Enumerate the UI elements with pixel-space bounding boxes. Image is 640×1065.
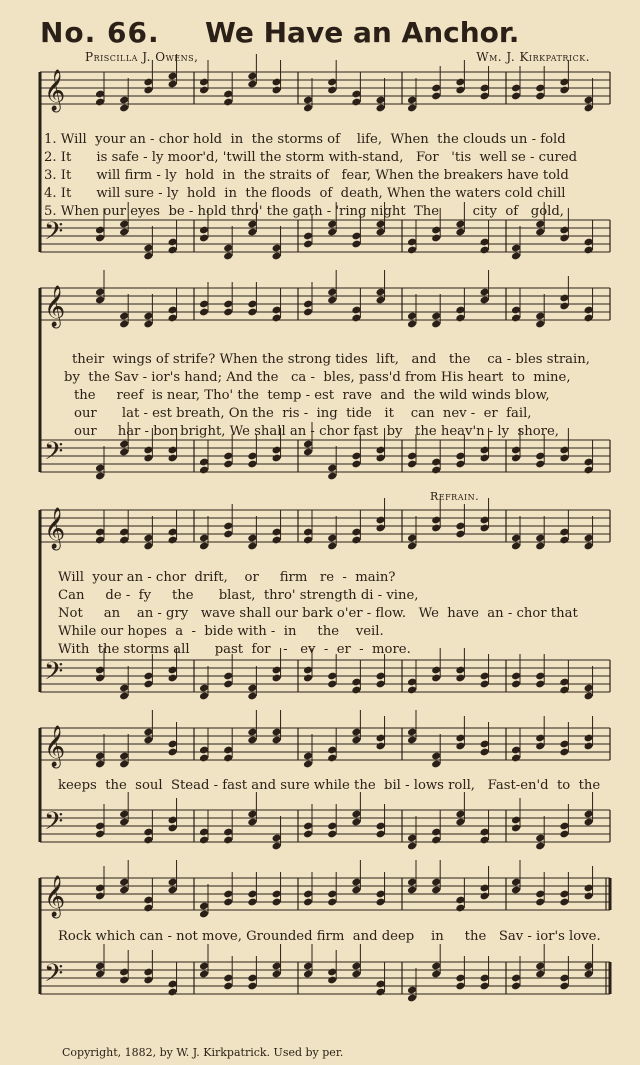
bass-clef-icon: 𝄢 — [44, 807, 64, 842]
lyric-line: With the storms all past for - ev - er - more. — [58, 642, 411, 657]
treble-clef-icon: 𝄞 — [44, 70, 66, 111]
lyric-line: Can de - fy the blast, thro' strength di - vine, — [58, 588, 419, 603]
treble-clef-icon: 𝄞 — [44, 726, 66, 767]
bass-clef-icon: 𝄢 — [44, 959, 64, 994]
lyric-line: While our hopes a - bide with - in the veil. — [58, 624, 384, 639]
lyricist-credit: Priscilla J. Owens, — [85, 50, 199, 64]
lyric-line: Will your an - chor drift, or firm re - main? — [58, 570, 396, 585]
lyric-line: 2. It is safe - ly moor'd, 'twill the storm with-stand, For 'tis well se - cured — [44, 150, 578, 165]
treble-clef-icon: 𝄞 — [44, 876, 66, 917]
lyric-line: by the Sav - ior's hand; And the ca - bles, pass'd from His heart to mine, — [64, 370, 571, 385]
treble-clef-icon: 𝄞 — [44, 508, 66, 549]
lyric-line: 3. It will firm - ly hold in the straits of fear, When the breakers have told — [44, 168, 569, 183]
lyric-line: Rock which can - not move, Grounded firm and deep in the Sav - ior's love. — [58, 929, 601, 944]
bass-clef-icon: 𝄢 — [44, 437, 64, 472]
hymn-number: No. 66. — [40, 16, 160, 49]
copyright-notice: Copyright, 1882, by W. J. Kirkpatrick. Used by per. — [62, 1046, 344, 1059]
lyric-line: their wings of strife? When the strong tides lift, and the ca - bles strain, — [72, 352, 590, 367]
lyric-line: 1. Will your an - chor hold in the storms of life, When the clouds un - fold — [44, 132, 566, 147]
treble-clef-icon: 𝄞 — [44, 286, 66, 327]
lyric-line: keeps the soul Stead - fast and sure while the bil - lows roll, Fast-en'd to the — [58, 778, 601, 793]
composer-credit: Wm. J. Kirkpatrick. — [476, 50, 590, 64]
lyric-line: our lat - est breath, On the ris - ing tide it can nev - er fail, — [74, 406, 532, 421]
refrain-label: Refrain. — [430, 490, 480, 503]
bass-clef-icon: 𝄢 — [44, 657, 64, 692]
lyric-line: 4. It will sure - ly hold in the floods of death, When the waters cold chill — [44, 186, 566, 201]
lyric-line: the reef is near, Tho' the temp - est rave and the wild winds blow, — [74, 388, 550, 403]
lyric-line: our har - bor bright, We shall an - chor fast by the heav'n - ly shore, — [74, 424, 559, 439]
hymn-title: We Have an Anchor. — [205, 16, 520, 49]
lyric-line: Not an an - gry wave shall our bark o'er - flow. We have an - chor that — [58, 606, 578, 621]
bass-clef-icon: 𝄢 — [44, 217, 64, 252]
lyric-line: 5. When our eyes be - hold thro' the gath - 'ring night The city of gold, — [44, 204, 564, 219]
